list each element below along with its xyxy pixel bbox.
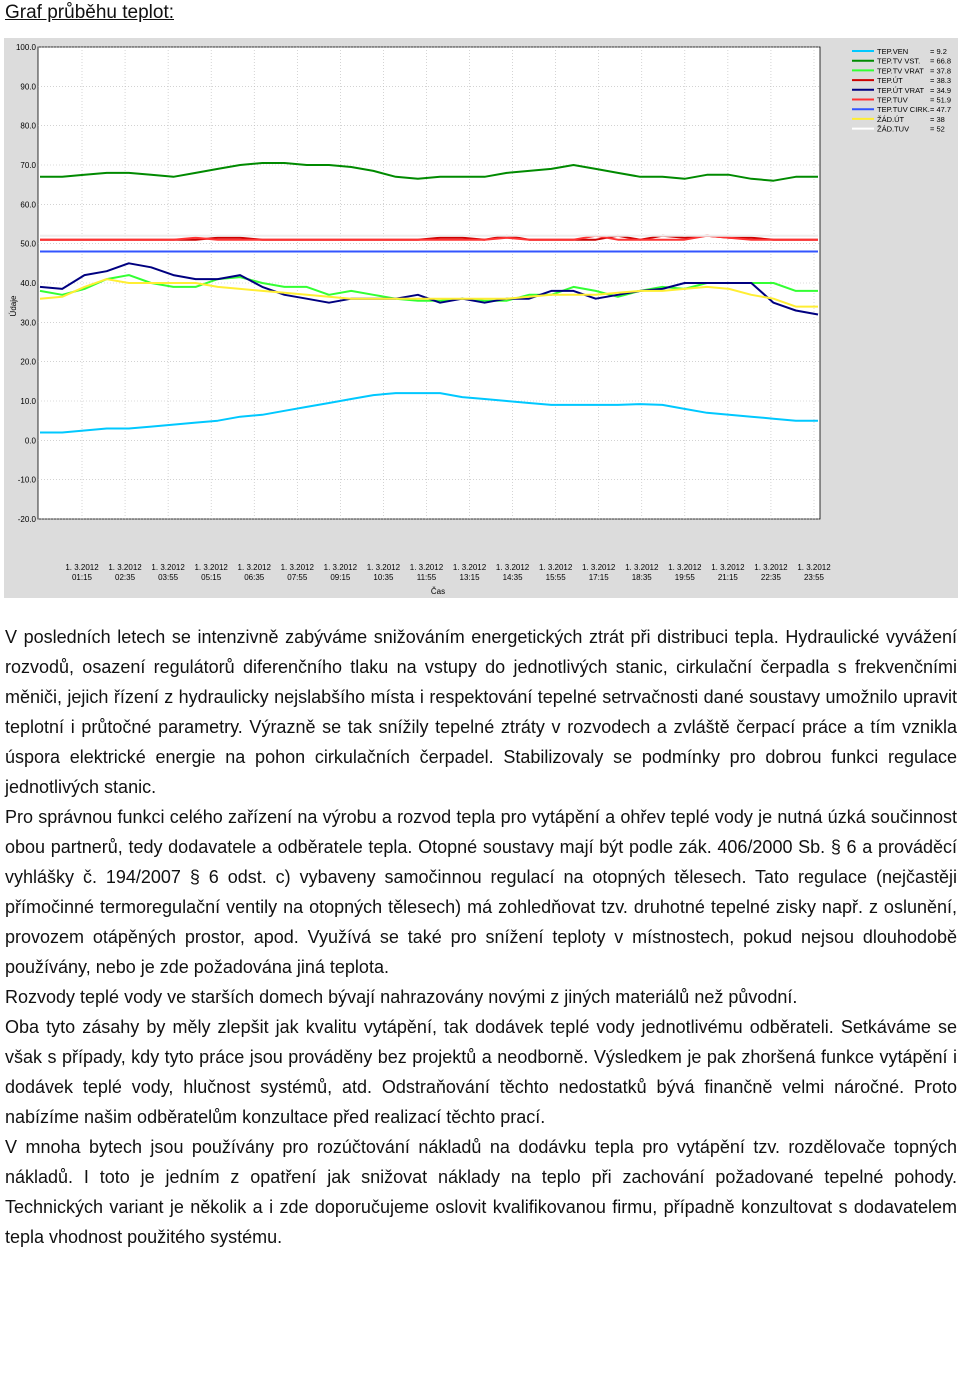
x-tick-date: 1. 3.2012 xyxy=(409,563,444,572)
x-tick-date: 1. 3.2012 xyxy=(754,563,788,572)
x-tick-time: 09:15 xyxy=(330,573,351,582)
y-tick-label: -10.0 xyxy=(17,475,36,485)
y-tick-label: -20.0 xyxy=(17,515,36,524)
x-tick-time: 14:35 xyxy=(502,573,523,582)
x-tick-date: 1. 3.2012 xyxy=(151,563,185,572)
y-tick-label: 40.0 xyxy=(20,279,36,288)
article-body xyxy=(5,622,957,1252)
x-tick-time: 01:15 xyxy=(71,573,93,582)
x-tick-date: 1. 3.2012 xyxy=(668,563,702,572)
legend-name: ŽÁD.TUV xyxy=(877,124,910,134)
y-axis-label: Údaje xyxy=(9,295,18,317)
legend-value: = 37.8 xyxy=(930,66,952,76)
legend-name: TEP.VEN xyxy=(877,47,909,56)
y-tick-label: 0.0 xyxy=(24,436,36,446)
x-tick-time: 21:15 xyxy=(717,573,738,582)
x-tick-time: 23:55 xyxy=(803,573,825,582)
x-tick-time: 06:35 xyxy=(244,573,265,582)
paragraph-2: Pro správnou funkci celého zařízení na výrobu a rozvod tepla pro vytápění a ohřev teplé vody je nutná úzká součinnost obou partnerů, tedy dodavatele a odběratele tepla. Otopné soustavy mají být podle zák. 406/2000 Sb. § 6 a prováděcí vyhlášky č. 194/2007 § 6 odst. c) vybaveny samočinnou regulací na otopných tělesech. Tato regulace (nejčastěji přímočinné termoregulační ventily na otopných tělesech) má zohledňovat tzv. druhotné tepelné zisky např. z oslunění, provozem otápěných prostor, apod. Využívá se také pro snížení teploty v místnostech, pokud nejsou dlouhodobě používány, nebo je zde požadována jiná teplota. xyxy=(5,807,957,977)
y-tick-label: 80.0 xyxy=(20,121,36,131)
x-tick-date: 1. 3.2012 xyxy=(366,563,401,572)
x-tick-date: 1. 3.2012 xyxy=(538,563,573,572)
paragraph-3: Rozvody teplé vody ve starších domech bývají nahrazovány novými z jiných materiálů než původní. xyxy=(5,987,798,1007)
x-tick-time: 03:55 xyxy=(158,573,179,582)
y-tick-label: 50.0 xyxy=(20,239,36,249)
x-axis-label: Čas xyxy=(430,587,446,596)
temperature-chart xyxy=(4,38,958,598)
x-tick-date: 1. 3.2012 xyxy=(280,563,314,572)
legend-value: = 52 xyxy=(930,124,945,134)
section-heading: Graf průběhu teplot: xyxy=(5,2,174,23)
legend-value: = 47.7 xyxy=(930,105,952,115)
legend-value: = 66.8 xyxy=(930,56,952,66)
x-tick-time: 13:15 xyxy=(459,573,480,582)
y-tick-label: 10.0 xyxy=(20,397,36,406)
y-tick-label: 30.0 xyxy=(20,318,36,328)
x-tick-date: 1. 3.2012 xyxy=(711,563,745,572)
paragraph-5: V mnoha bytech jsou používány pro rozúčtování nákladů na dodávku tepla pro vytápění tzv. rozdělovače topných nákladů. I toto je jedním z opatření jak snižovat náklady na teplo při zachování požadované tepelné pohody. Technických variant je několik a i zde doporučujeme oslovit kvalifikovanou firmu, případně konzultovat s dodavatelem tepla vhodnost použitého systému. xyxy=(5,1137,957,1247)
y-tick-label: 60.0 xyxy=(20,200,36,210)
legend-name: TEP.ÚT xyxy=(877,76,903,86)
x-tick-date: 1. 3.2012 xyxy=(194,563,228,572)
x-tick-time: 17:15 xyxy=(588,573,609,582)
x-tick-date: 1. 3.2012 xyxy=(65,563,99,572)
legend-name: ŽÁD.ÚT xyxy=(877,114,905,124)
legend-value: = 9.2 xyxy=(930,47,947,56)
legend-name: TEP.TV VST. xyxy=(877,56,921,66)
y-tick-label: 100.0 xyxy=(15,43,36,52)
x-tick-date: 1. 3.2012 xyxy=(495,563,530,572)
legend-name: TEP.TUV CIRK. xyxy=(877,105,930,115)
legend-name: TEP.TV VRAT xyxy=(877,66,924,76)
y-tick-label: 90.0 xyxy=(20,82,36,92)
x-tick-time: 05:15 xyxy=(201,573,222,582)
x-tick-date: 1. 3.2012 xyxy=(797,563,831,572)
temperature-chart-svg xyxy=(4,38,958,598)
x-tick-date: 1. 3.2012 xyxy=(108,563,142,572)
legend-name: TEP.TUV xyxy=(877,95,908,105)
x-tick-date: 1. 3.2012 xyxy=(323,563,358,572)
x-tick-date: 1. 3.2012 xyxy=(452,563,487,572)
x-tick-date: 1. 3.2012 xyxy=(625,563,659,572)
legend-value: = 38.3 xyxy=(930,76,952,86)
x-tick-date: 1. 3.2012 xyxy=(237,563,271,572)
x-tick-time: 22:35 xyxy=(760,573,781,582)
x-tick-time: 02:35 xyxy=(115,573,136,582)
paragraph-1: V posledních letech se intenzivně zabýváme snižováním energetických ztrát při distribuci tepla. Hydraulické vyvážení rozvodů, osazení regulátorů diferenčního tlaku na vstupy do jednotlivých stanic, cirkulační čerpadla s frekvenčními měniči, jejich řízení z hydraulicky nejslabšího místa i respektování tepelné setrvačnosti dané soustavy umožnilo upravit teplotní i průtočné parametry. Výrazně se tak snížily tepelné ztráty v rozvodech a zvláště čerpací práce a tím vznikla úspora elektrické energie na pohon cirkulačních čerpadel. Stabilizovaly se podmínky pro dobrou funkci regulace jednotlivých stanic. xyxy=(5,627,957,797)
x-tick-time: 19:55 xyxy=(674,573,695,582)
y-tick-label: 20.0 xyxy=(20,357,36,367)
x-tick-date: 1. 3.2012 xyxy=(582,563,616,572)
paragraph-4: Oba tyto zásahy by měly zlepšit jak kvalitu vytápění, tak dodávek teplé vody jednotlivému odběrateli. Setkáváme se však s případy, kdy tyto práce jsou prováděny bez projektů a neodborně. Výsledkem je pak zhoršená funkce vytápění i dodávek teplé vody, hlučnost systémů, atd. Odstraňování těchto nedostatků bývá finančně velmi náročné. Proto nabízíme našim odběratelům konzultace před realizací těchto prací. xyxy=(5,1017,957,1127)
y-tick-label: 70.0 xyxy=(20,161,36,170)
x-tick-time: 18:35 xyxy=(631,573,652,582)
legend-value: = 38 xyxy=(930,114,945,124)
x-tick-time: 10:35 xyxy=(373,573,394,582)
legend-value: = 51.9 xyxy=(930,95,952,105)
x-tick-time: 07:55 xyxy=(287,573,308,582)
x-tick-time: 15:55 xyxy=(545,573,566,582)
x-tick-time: 11:55 xyxy=(416,573,437,582)
legend-value: = 34.9 xyxy=(930,85,952,95)
legend-name: TEP.ÚT VRAT xyxy=(877,85,925,95)
